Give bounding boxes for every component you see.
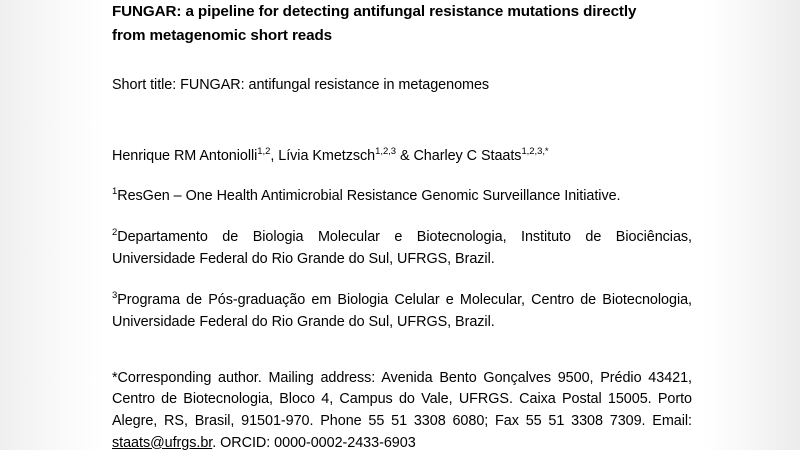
author-2-affiliation-marker: 1,2,3 <box>375 145 397 157</box>
affiliation-3-marker: 3 <box>112 290 118 302</box>
corresponding-text-after-email: . ORCID: 0000-0002-2433-6903 <box>212 434 416 450</box>
author-1-name: Henrique RM Antoniolli <box>112 147 258 164</box>
title-line-1: FUNGAR: a pipeline for detecting antifungal resistance mutations directly <box>112 3 637 20</box>
short-title: Short title: FUNGAR: antifungal resistance in metagenomes <box>112 77 490 94</box>
affiliation-1 <box>112 186 692 208</box>
author-1-affiliation-marker: 1,2 <box>257 145 271 157</box>
author-3-affiliation-marker: 1,2,3,* <box>521 145 549 157</box>
page-title <box>112 0 692 47</box>
author-list <box>112 146 692 168</box>
author-separator-1: , <box>270 147 279 164</box>
corresponding-text-before-email: *Corresponding author. Mailing address: Avenida Bento Gonçalves 9500, Prédio 43421, Centro de Biotecnologia, Bloco 4, Campus do Vale, UFRGS. Caixa Postal 15005. Porto Alegre, RS, Brasil, 91501-970. Phone 55 51 3308 6080; Fax 55 51 3308 7309. Email: <box>112 369 692 430</box>
affiliation-3 <box>112 290 692 334</box>
affiliation-2-marker: 2 <box>112 227 118 239</box>
title-line-2: from metagenomic short reads <box>112 26 333 44</box>
affiliation-3-text: Programa de Pós-graduação em Biologia Celular e Molecular, Centro de Biotecnologia, Universidade Federal do Rio Grande do Sul, UFRGS, Brazil. <box>112 292 692 330</box>
author-3-name: Charley C Staats <box>413 147 522 164</box>
affiliation-2-text: Departamento de Biologia Molecular e Biotecnologia, Instituto de Biociências, Universidade Federal do Rio Grande do Sul, UFRGS, Brazil. <box>112 229 692 268</box>
affiliation-1-marker: 1 <box>112 186 118 198</box>
corresponding-author-note <box>112 368 692 450</box>
affiliation-2 <box>112 227 692 271</box>
corresponding-email-link[interactable]: staats@ufrgs.br <box>112 434 213 450</box>
affiliation-1-text: ResGen – One Health Antimicrobial Resistance Genomic Surveillance Initiative. <box>117 188 621 205</box>
author-2-name: Lívia Kmetzsch <box>278 147 376 164</box>
author-separator-2: & <box>396 147 414 164</box>
